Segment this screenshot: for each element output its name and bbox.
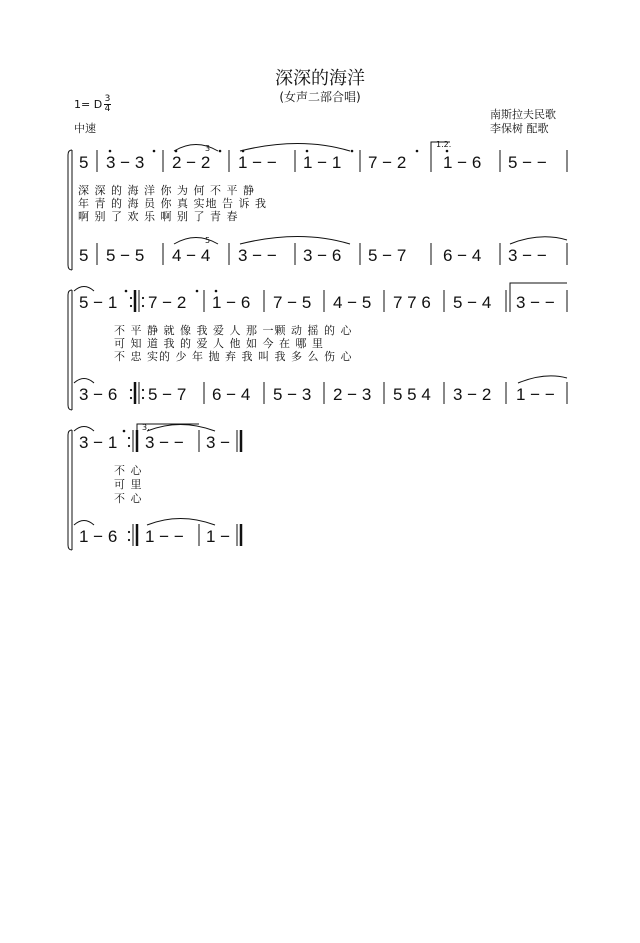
s2-lyrics-verse-3: 不 忠 实的 少 年 抛 弃 我 叫 我 多 么 伤 心 (114, 350, 353, 363)
s2-lower-m4: 2 − 3 (333, 385, 372, 404)
s3-brace (68, 430, 72, 550)
s3-lower-m2: 1 − (206, 527, 231, 546)
s1-slur (174, 238, 218, 245)
s1-lower-m7: 3 − − (508, 246, 547, 265)
song-subtitle: (女声二部合唱) (279, 90, 361, 104)
s1-lyrics-verse-1: 深 深 的 海 洋 你 为 何 不 平 静 (78, 184, 255, 197)
s2-upper-m4: 4 − 5 (333, 293, 372, 312)
time-signature-top: 3 (104, 94, 111, 104)
s1-lyrics-verse-3: 啊 别 了 欢 乐 啊 别 了 青 春 (78, 210, 239, 223)
s3-lower-m1: 1 − − (145, 527, 184, 546)
s1-tie-out (510, 237, 567, 244)
s3-upper-m1: 3 − − (145, 433, 184, 452)
s2-lyrics-verse-1: 不 平 静 就 像 我 爱 人 那 一颗 动 摇 的 心 (114, 324, 353, 337)
s1-lyrics-verse-2: 年 青 的 海 员 你 真 实地 告 诉 我 (78, 197, 267, 210)
s3-lower-m0: 1 − 6 (79, 527, 118, 546)
s1-upper-m2: 2 − 2 (172, 153, 211, 172)
s2-bracket (510, 283, 567, 291)
s1-lower-m2: 4 − 4 (172, 246, 211, 265)
time-signature-bottom: 4 (104, 104, 111, 114)
s2-lower-m5: 5 5 4 (393, 385, 431, 404)
s2-tie-out (518, 376, 567, 383)
s1-slur (174, 145, 218, 152)
s1-grace-note-lower: 5 (205, 236, 211, 245)
s2-brace (68, 290, 72, 410)
s1-lower-m0: 5 (79, 246, 89, 265)
key-signature: 1= D (74, 98, 103, 111)
song-title: 深深的海洋 (275, 68, 365, 89)
s2-lower-m0: 3 − 6 (79, 385, 118, 404)
system-1-lines (68, 142, 567, 270)
s1-slur (240, 237, 350, 245)
s2-upper-m6: 5 − 4 (453, 293, 492, 312)
s2-lower-m3: 5 − 3 (273, 385, 312, 404)
s3-upper-m2: 3 − (206, 433, 231, 452)
s3-lyrics-verse-1: 不 心 (114, 464, 143, 477)
s3-upper-m0: 3 − 1 (79, 433, 118, 452)
s3-slur (147, 425, 215, 432)
s1-upper-m7: 5 − − (508, 153, 547, 172)
s2-upper-m7: 3 − − (516, 293, 555, 312)
s3-octave-dots (123, 430, 130, 541)
s1-lower-m3: 3 − − (238, 246, 277, 265)
s1-lower-m1: 5 − 5 (106, 246, 145, 265)
s1-lower-m6: 6 − 4 (443, 246, 482, 265)
s2-lower-m6: 3 − 2 (453, 385, 492, 404)
composer-credit: 南斯拉夫民歌 (490, 108, 556, 121)
s2-upper-m5: 7 7 6 (393, 293, 431, 312)
s1-upper-m4: 1 − 1 (303, 153, 342, 172)
s1-volta-bracket (431, 142, 450, 151)
s2-upper-m1: 7 − 2 (148, 293, 187, 312)
arranger-credit: 李保树 配歌 (490, 122, 549, 135)
tempo-marking: 中速 (74, 122, 96, 135)
s1-brace (68, 150, 72, 270)
s1-upper-m0: 5 (79, 153, 89, 172)
s3-tie-in (74, 521, 94, 526)
s1-grace-note-upper: 3 (205, 144, 211, 153)
s1-volta-label: 1.2. (436, 140, 452, 149)
s2-lower-m1: 5 − 7 (148, 385, 187, 404)
s3-tie-in (74, 427, 94, 432)
s1-upper-m5: 7 − 2 (368, 153, 407, 172)
s1-upper-m3: 1 − − (238, 153, 277, 172)
s2-lower-m7: 1 − − (516, 385, 555, 404)
s2-upper-m0: 5 − 1 (79, 293, 118, 312)
s2-lyrics-verse-2: 可 知 道 我 的 爱 人 他 如 今 在 哪 里 (114, 337, 324, 350)
s2-upper-m3: 7 − 5 (273, 293, 312, 312)
s1-upper-m1: 3 − 3 (106, 153, 145, 172)
s3-lyrics-verse-2: 可 里 (114, 478, 143, 491)
system-3-lines (68, 424, 241, 550)
s1-octave-dots (109, 150, 449, 153)
s1-lower-m4: 3 − 6 (303, 246, 342, 265)
s3-lyrics-verse-3: 不 心 (114, 492, 143, 505)
s1-lower-m5: 5 − 7 (368, 246, 407, 265)
s3-slur (147, 519, 215, 526)
s2-tie-in (74, 287, 94, 292)
s2-tie-in (74, 379, 94, 384)
s2-upper-m2: 1 − 6 (212, 293, 251, 312)
s1-slur (240, 144, 350, 152)
s3-volta-label: 3. (142, 423, 150, 432)
s1-upper-m6: 1 − 6 (443, 153, 482, 172)
s2-lower-m2: 6 − 4 (212, 385, 251, 404)
